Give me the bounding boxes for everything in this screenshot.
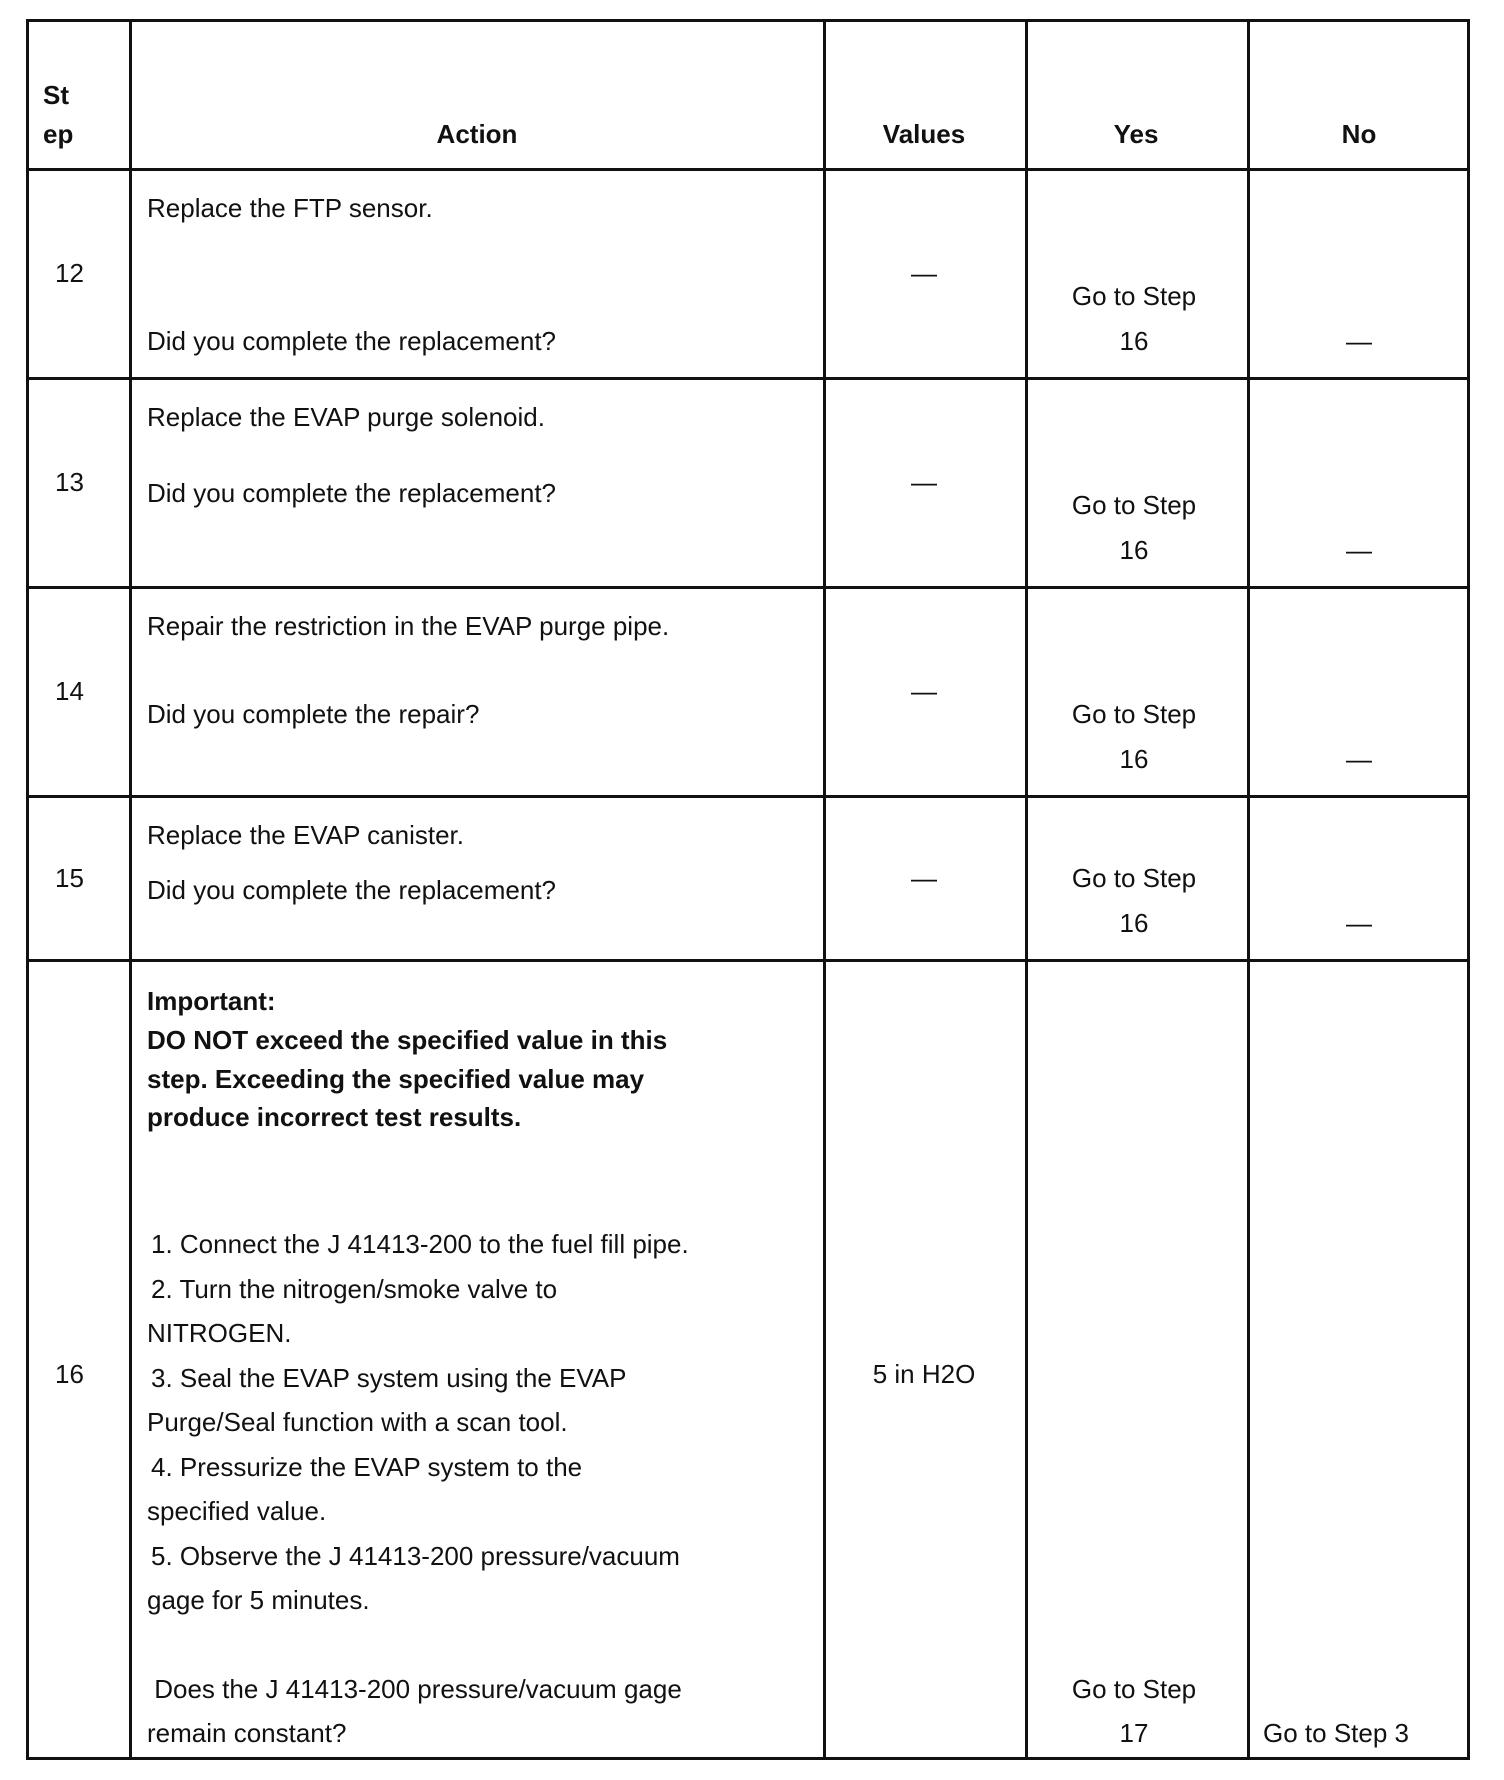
procedure-step: 4. Pressurize the EVAP system to the xyxy=(151,1452,583,1482)
yes-cell-line2: 16 xyxy=(1119,326,1149,356)
row-divider xyxy=(29,959,1467,962)
header-no: No xyxy=(1341,119,1377,149)
header-step-line2: ep xyxy=(43,119,74,149)
row-divider xyxy=(29,377,1467,380)
step-number: 15 xyxy=(55,863,84,893)
no-cell: — xyxy=(1346,535,1372,565)
yes-cell-line2: 16 xyxy=(1119,744,1149,774)
header-yes: Yes xyxy=(1113,119,1159,149)
column-divider xyxy=(129,22,132,1757)
procedure-step: 5. Observe the J 41413-200 pressure/vacuum xyxy=(151,1541,680,1571)
action-text: Replace the FTP sensor. xyxy=(147,193,433,223)
action-question: Did you complete the replacement? xyxy=(147,478,557,508)
yes-cell-line1: Go to Step xyxy=(1071,281,1197,311)
step-number: 16 xyxy=(55,1359,84,1389)
column-divider xyxy=(1025,22,1028,1757)
no-cell: — xyxy=(1346,326,1372,356)
procedure-step: 2. Turn the nitrogen/smoke valve to xyxy=(151,1274,558,1304)
important-label: Important: xyxy=(147,986,276,1016)
action-text: Replace the EVAP purge solenoid. xyxy=(147,402,545,432)
yes-cell-line2: 16 xyxy=(1119,908,1149,938)
action-question: Did you complete the repair? xyxy=(147,699,480,729)
action-text: Replace the EVAP canister. xyxy=(147,820,465,850)
yes-cell-line1: Go to Step xyxy=(1071,863,1197,893)
value-cell: — xyxy=(911,676,937,706)
header-values: Values xyxy=(882,119,966,149)
procedure-step: 1. Connect the J 41413-200 to the fuel fill pipe. xyxy=(151,1229,689,1259)
value-cell: — xyxy=(911,258,937,288)
action-question: remain constant? xyxy=(147,1718,347,1748)
no-cell: Go to Step 3 xyxy=(1263,1718,1409,1748)
header-step-line1: St xyxy=(43,80,69,110)
column-divider xyxy=(1247,22,1250,1757)
step-number: 12 xyxy=(55,258,84,288)
step-number: 13 xyxy=(55,467,84,497)
action-question: Did you complete the replacement? xyxy=(147,326,557,356)
value-cell: 5 in H2O xyxy=(872,1359,976,1389)
procedure-step: specified value. xyxy=(147,1496,327,1526)
procedure-step: NITROGEN. xyxy=(147,1318,292,1348)
important-text: DO NOT exceed the specified value in this xyxy=(147,1025,668,1055)
action-text: Repair the restriction in the EVAP purge pipe. xyxy=(147,611,670,641)
action-question: Did you complete the replacement? xyxy=(147,875,557,905)
important-text: step. Exceeding the specified value may xyxy=(147,1064,645,1094)
procedure-step: 3. Seal the EVAP system using the EVAP xyxy=(151,1363,627,1393)
header-action: Action xyxy=(436,119,518,149)
procedure-step: gage for 5 minutes. xyxy=(147,1585,370,1615)
column-divider xyxy=(823,22,826,1757)
yes-cell-line1: Go to Step xyxy=(1071,490,1197,520)
no-cell: — xyxy=(1346,908,1372,938)
row-divider xyxy=(29,586,1467,589)
row-divider xyxy=(29,168,1467,171)
procedure-step: Purge/Seal function with a scan tool. xyxy=(147,1407,568,1437)
yes-cell-line1: Go to Step xyxy=(1071,1674,1197,1704)
yes-cell-line1: Go to Step xyxy=(1071,699,1197,729)
yes-cell-line2: 16 xyxy=(1119,535,1149,565)
value-cell: — xyxy=(911,863,937,893)
row-divider xyxy=(29,795,1467,798)
step-number: 14 xyxy=(55,676,84,706)
action-question: Does the J 41413-200 pressure/vacuum gage xyxy=(147,1674,682,1704)
diagnostic-table xyxy=(26,19,1470,1760)
value-cell: — xyxy=(911,467,937,497)
important-text: produce incorrect test results. xyxy=(147,1102,522,1132)
yes-cell-line2: 17 xyxy=(1119,1718,1149,1748)
no-cell: — xyxy=(1346,744,1372,774)
